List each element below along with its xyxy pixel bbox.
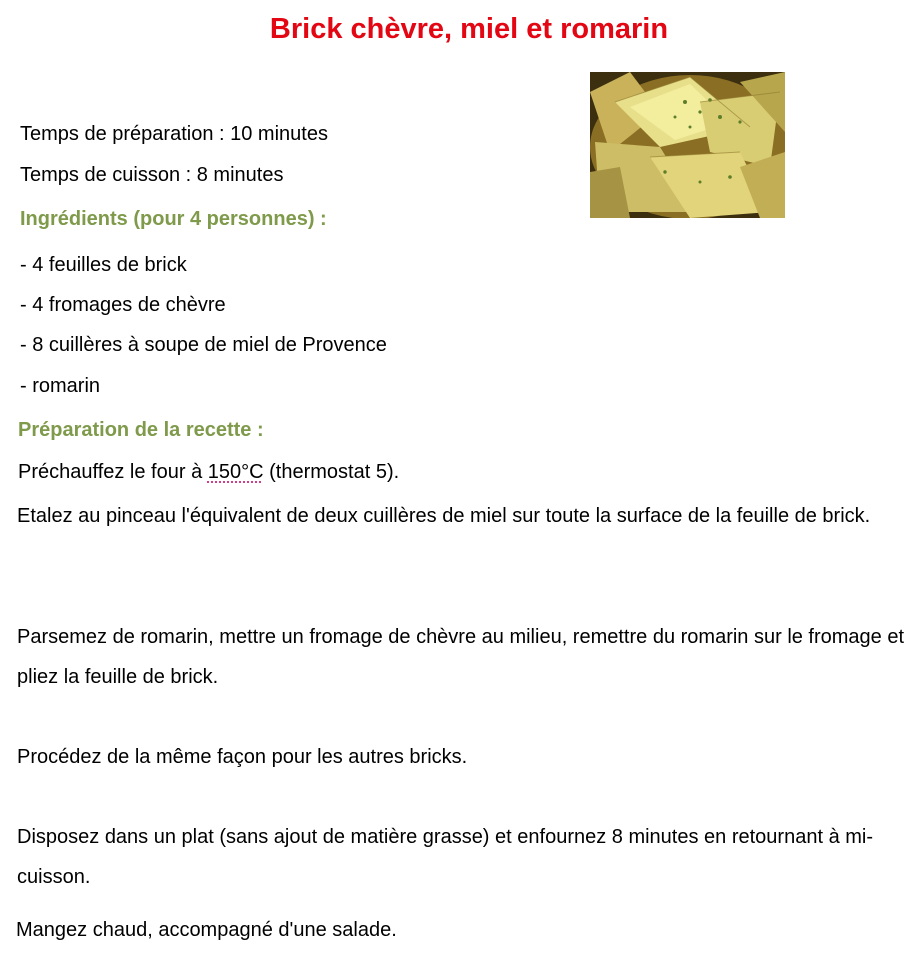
step-preheat-text: Préchauffez le four à	[18, 461, 208, 483]
brick-pastry-image	[590, 72, 785, 218]
ingredient-item: - 4 fromages de chèvre	[20, 294, 226, 316]
step-preheat	[18, 460, 399, 484]
preparation-heading: Préparation de la recette :	[18, 419, 264, 441]
step-bake: Disposez dans un plat (sans ajout de matière grasse) et enfournez 8 minutes en retournant à mi-cuisson.	[17, 826, 874, 888]
recipe-photo	[590, 72, 785, 218]
step-fill-fold: Parsemez de romarin, mettre un fromage de chèvre au milieu, remettre du romarin sur le fromage et pliez la feuille de brick.	[17, 626, 905, 688]
ingredient-item: - 4 feuilles de brick	[20, 254, 187, 276]
ingredient-item: - romarin	[20, 375, 101, 397]
temperature-value: 150°C	[207, 461, 264, 483]
ingredients-heading: Ingrédients (pour 4 personnes) :	[20, 208, 327, 230]
step-preheat-suffix: (thermostat 5).	[263, 461, 400, 483]
step-repeat: Procédez de la même façon pour les autres bricks.	[17, 746, 468, 768]
ingredient-item: - 8 cuillères à soupe de miel de Provence	[20, 334, 387, 356]
prep-time: Temps de préparation : 10 minutes	[20, 123, 328, 145]
cook-time: Temps de cuisson : 8 minutes	[20, 164, 284, 186]
step-serve: Mangez chaud, accompagné d'une salade.	[16, 919, 397, 941]
step-spread-honey: Etalez au pinceau l'équivalent de deux cuillères de miel sur toute la surface de la feuille de brick.	[17, 505, 871, 527]
recipe-title: Brick chèvre, miel et romarin	[269, 13, 669, 45]
